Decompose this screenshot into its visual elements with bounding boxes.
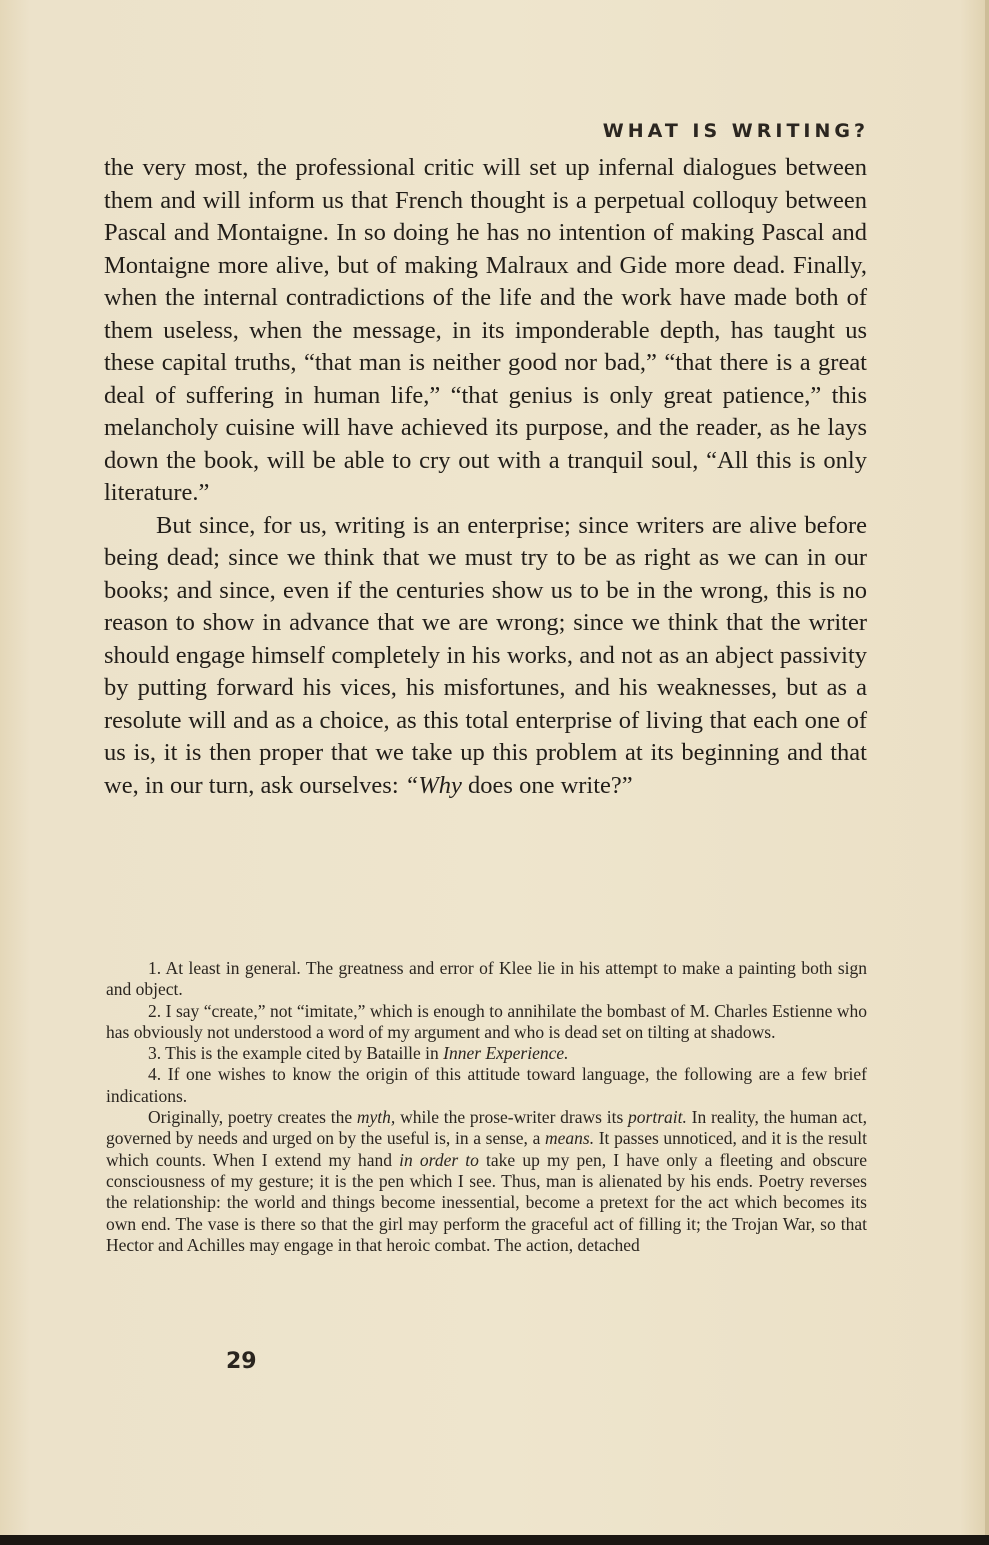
main-text	[104, 152, 867, 802]
footnote-4: 4. If one wishes to know the origin of this attitude toward language, the following are a few brief indications.	[106, 1064, 867, 1106]
paragraph-1: the very most, the professional critic will set up infernal dialogues between them and will inform us that French thought is a perpetual colloquy between Pascal and Montaigne. In so doing he has no intention of making Pascal and Montaigne more alive, but of making Malraux and Gide more dead. Finally, when the internal contradictions of the life and the work have made both of them useless, when the message, in its imponderable depth, has taught us these capital truths, “that man is neither good nor bad,” “that there is a great deal of suffering in human life,” “that genius is only great patience,” this melancholy cuisine will have achieved its purpose, and the reader, as he lays down the book, will be able to cry out with a tranquil soul, “All this is only literature.”	[104, 154, 867, 506]
footnote-4-text-c: In reality, the human act, governed by needs and urged on by the useful is, in a sense, a	[106, 1107, 868, 1149]
footnote-4-text-e: take up my pen, I have only a fleeting and obscure consciousness of my gesture; it is the pen which I see. Thus, man is alienated by his ends. Poetry reverses the relationship: the world and things become inessential, become a pretext for the act which becomes its own end. The vase is there so that the girl may perform the graceful act of filling it; the Trojan War, so that Hector and Achilles may engage in that heroic combat. The action, detached	[106, 1149, 868, 1255]
footnote-4-in-order-to: in order to	[399, 1149, 479, 1170]
page-edge-right	[985, 0, 989, 1545]
footnote-3-title: Inner Experience.	[443, 1043, 569, 1064]
footnote-3-text: 3. This is the example cited by Bataille in	[148, 1043, 444, 1064]
page-edge-bottom	[0, 1535, 989, 1545]
footnote-4-continued	[106, 1107, 867, 1256]
footnote-2: 2. I say “create,” not “imitate,” which is enough to annihilate the bombast of M. Charles Estienne who has obviously not understood a word of my argument and who is dead set on tilting at shadows.	[106, 1000, 867, 1042]
footnotes	[106, 958, 867, 1256]
page-number: 29	[226, 1349, 257, 1374]
footnote-4-text-d: It passes unnoticed, and it is the result which counts. When I extend my hand	[106, 1128, 867, 1170]
footnote-4-text-b: while the prose-writer draws its	[395, 1107, 629, 1128]
footnote-4-portrait: portrait.	[628, 1107, 687, 1128]
paragraph-2-why: “Why	[404, 771, 462, 799]
footnote-4-means: means.	[544, 1128, 595, 1149]
footnote-4-text-a: Originally, poetry creates the	[148, 1107, 357, 1128]
footnote-1: 1. At least in general. The greatness and error of Klee lie in his attempt to make a painting both sign and object.	[106, 958, 867, 1000]
footnote-3	[106, 1043, 867, 1064]
running-head: WHAT IS WRITING?	[602, 120, 869, 142]
paragraph-2-text-b: does one write?”	[461, 771, 633, 799]
paragraph-2	[104, 510, 867, 803]
paragraph-2-text-a: But since, for us, writing is an enterprise; since writers are alive before being dead; since we think that we must try to be as right as we can in our books; and since, even if the centuries show us to be in the wrong, this is no reason to show in advance that we are wrong; since we think that the writer should engage himself completely in his works, and not as an abject passivity by putting forward his vices, his misfortunes, and his weaknesses, but as a resolute will and as a choice, as this total enterprise of living that each one of us is, it is then proper that we take up this problem at its beginning and that we, in our turn, ask ourselves:	[104, 511, 867, 799]
footnote-4-myth: myth,	[356, 1107, 396, 1128]
